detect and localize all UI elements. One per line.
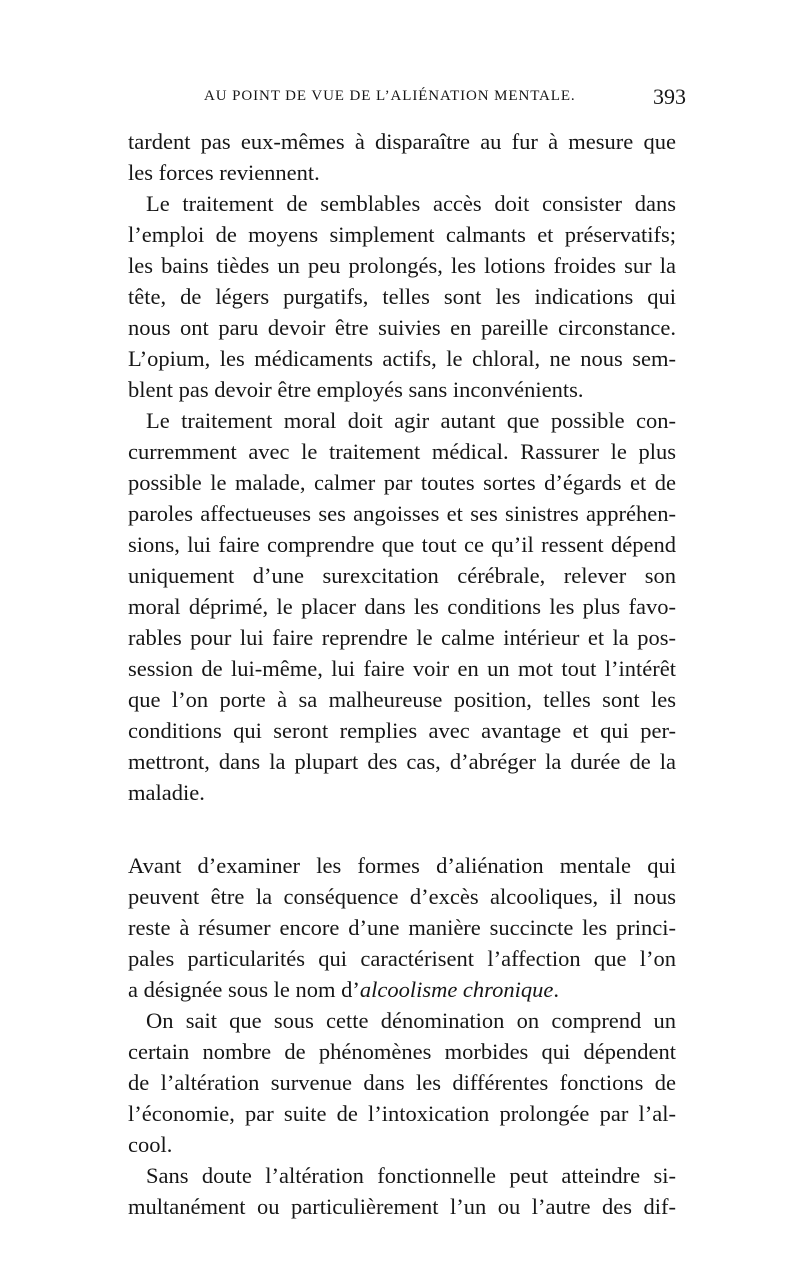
text-line: Sans doute l’altération fonctionnelle peut atteindre si- [146,1163,676,1188]
text-line: rables pour lui faire reprendre le calme intérieur et la pos- [128,625,676,650]
text-line: l’emploi de moyens simplement calmants et préservatifs; [128,222,676,247]
paragraph-continuation [128,126,676,188]
text-line: uniquement d’une surexcitation cérébrale, relever son [128,563,676,588]
text-line: moral déprimé, le placer dans les conditions les plus favo- [128,594,676,619]
text-line: mettront, dans la plupart des cas, d’abréger la durée de la [128,749,676,774]
section-break [128,808,676,850]
text-line: peuvent être la conséquence d’excès alcooliques, il nous [128,884,676,909]
italic-term: alcoolisme chronique [359,977,554,1002]
paragraph-moral-treatment [128,405,676,808]
paragraph-definition [128,1005,676,1160]
text-line: pales particularités qui caractérisent l’affection que l’on [128,946,676,971]
page-text [128,126,676,1222]
text-line: paroles affectueuses ses angoisses et ses sinistres appréhen- [128,501,676,526]
paragraph-chronic-alcoholism-intro [128,850,676,1005]
text-line: certain nombre de phénomènes morbides qui dépendent [128,1039,676,1064]
text-line: les bains tièdes un peu prolongés, les lotions froides sur la [128,253,676,278]
text-line: multanément ou particulièrement l’un ou l’autre des dif- [128,1194,676,1219]
line-suffix: . [553,977,559,1002]
text-line: Le traitement de semblables accès doit consister dans [146,191,676,216]
text-line: possible le malade, calmer par toutes sortes d’égards et de [128,470,676,495]
text-line: reste à résumer encore d’une manière succincte les princi- [128,915,676,940]
paragraph-treatment-of-attacks [128,188,676,405]
text-line: Avant d’examiner les formes d’aliénation mentale qui [128,853,676,878]
line-prefix: a désignée sous le nom d’ [128,977,360,1002]
paragraph-functional-alteration [128,1160,676,1222]
page-number: 393 [653,84,686,109]
text-line: les forces reviennent. [128,160,320,185]
text-line: curremment avec le traitement médical. Rassurer le plus [128,439,676,464]
text-line: de l’altération survenue dans les différentes fonctions de [128,1070,676,1095]
text-line: conditions qui seront remplies avec avantage et qui per- [128,718,676,743]
running-title: AU POINT DE VUE DE L’ALIÉNATION MENTALE. [204,88,576,104]
text-line: On sait que sous cette dénomination on comprend un [146,1008,676,1033]
text-line: cool. [128,1132,173,1157]
text-line: que l’on porte à sa malheureuse position, telles sont les [128,687,676,712]
text-line: tardent pas eux-mêmes à disparaître au fur à mesure que [128,129,676,154]
text-line: session de lui-même, lui faire voir en un mot tout l’intérêt [128,656,676,681]
text-line: L’opium, les médicaments actifs, le chloral, ne nous sem- [128,346,676,371]
text-line: tête, de légers purgatifs, telles sont les indications qui [128,284,676,309]
text-line-with-italic-term [128,974,676,1005]
text-line: Le traitement moral doit agir autant que possible con- [146,408,676,433]
text-line: blent pas devoir être employés sans inconvénients. [128,377,584,402]
text-line: maladie. [128,780,205,805]
text-line: nous ont paru devoir être suivies en pareille circonstance. [128,315,676,340]
text-line: l’économie, par suite de l’intoxication prolongée par l’al- [128,1101,676,1126]
text-line: sions, lui faire comprendre que tout ce qu’il ressent dépend [128,532,676,557]
running-header [128,84,688,118]
